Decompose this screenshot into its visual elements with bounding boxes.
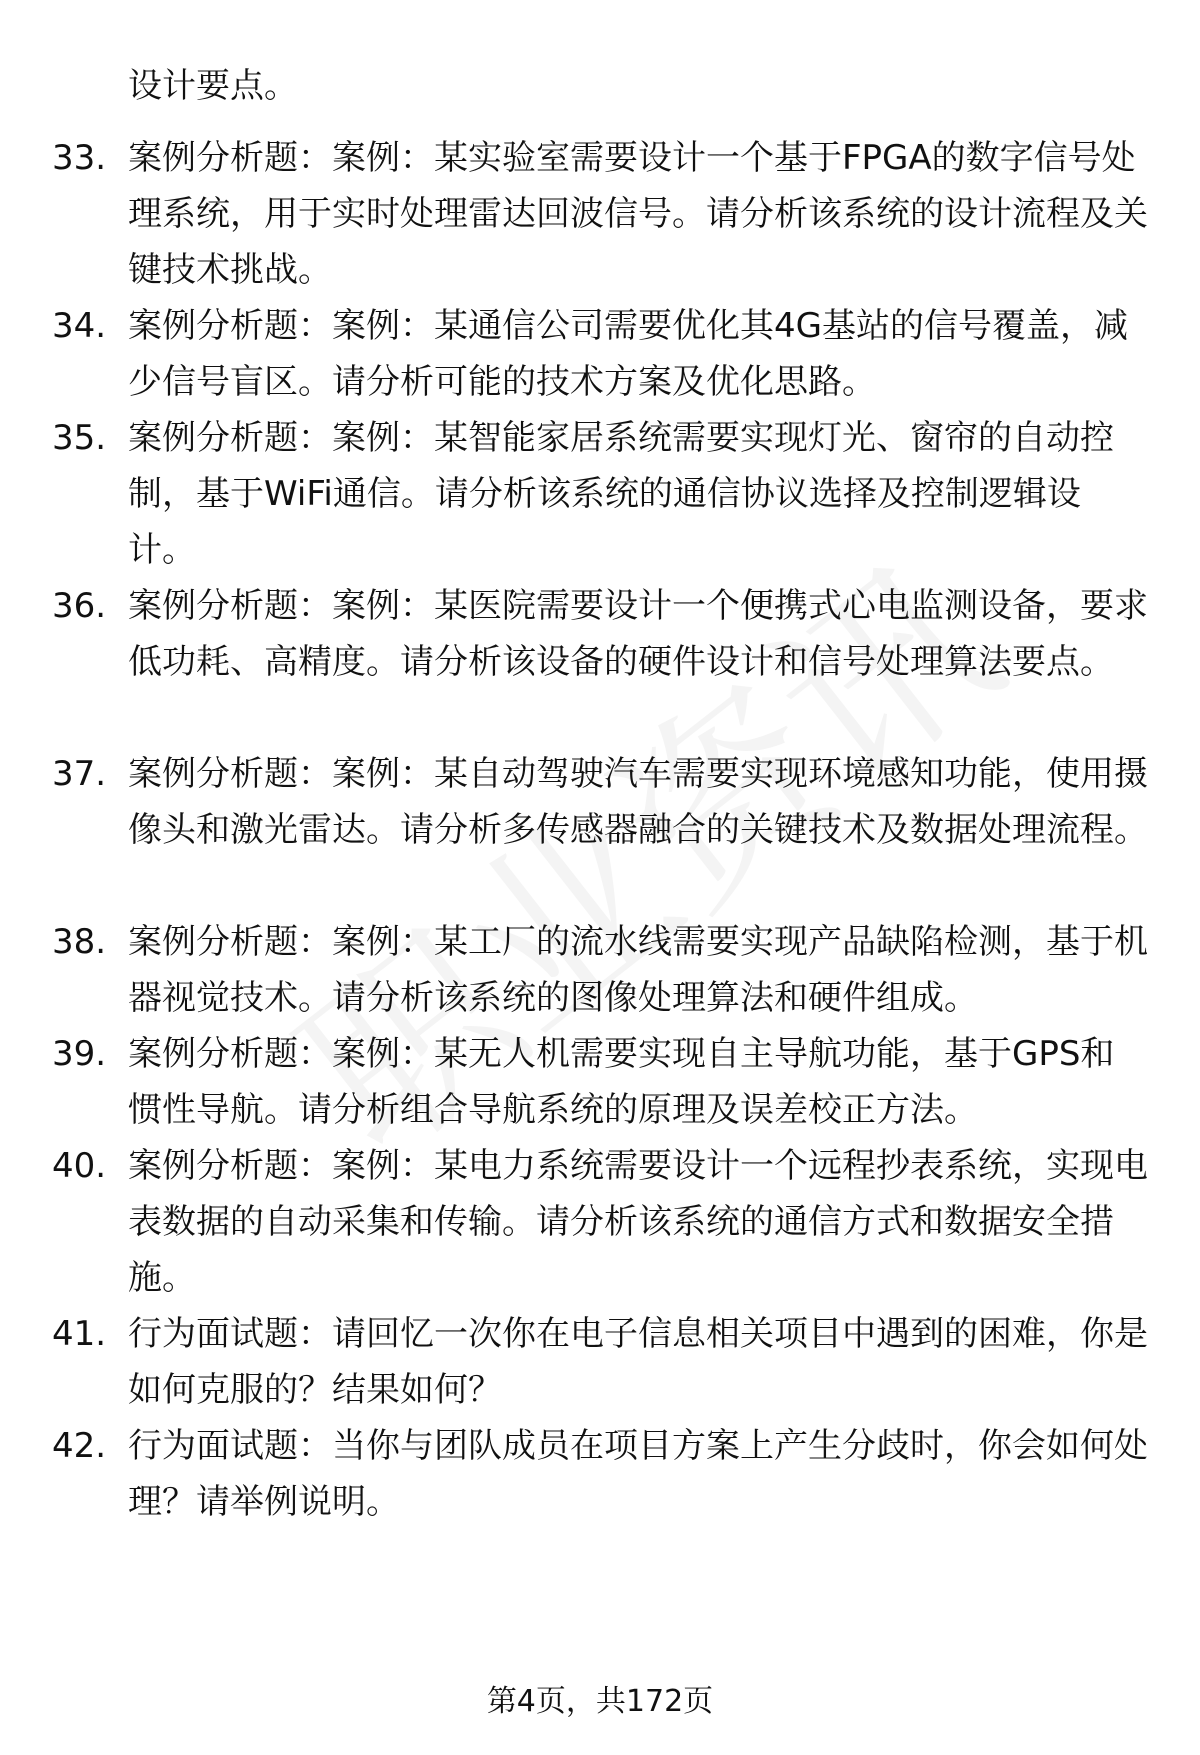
question-39 [52,1026,1162,1138]
question-text: 案例分析题：案例：某自动驾驶汽车需要实现环境感知功能，使用摄像头和激光雷达。请分析多传感器融合的关键技术及数据处理流程。 [128,754,1148,850]
question-number: 35. [52,418,107,458]
question-text: 案例分析题：案例：某无人机需要实现自主导航功能，基于GPS和惯性导航。请分析组合导航系统的原理及误差校正方法。 [128,1034,1115,1130]
question-number: 39. [52,1034,107,1074]
question-text: 案例分析题：案例：某工厂的流水线需要实现产品缺陷检测，基于机器视觉技术。请分析该系统的图像处理算法和硬件组成。 [128,922,1148,1018]
question-38 [52,914,1162,1026]
question-text: 行为面试题：当你与团队成员在项目方案上产生分歧时，你会如何处理？请举例说明。 [128,1426,1148,1522]
question-number: 38. [52,922,107,962]
question-text: 案例分析题：案例：某智能家居系统需要实现灯光、窗帘的自动控制，基于WiFi通信。请分析该系统的通信协议选择及控制逻辑设计。 [128,418,1114,570]
page-footer: 第4页，共172页 [486,1684,714,1719]
question-number: 37. [52,754,107,794]
question-37 [52,746,1162,858]
question-number: 42. [52,1426,107,1466]
question-34 [52,298,1162,410]
question-text: 行为面试题：请回忆一次你在电子信息相关项目中遇到的困难，你是如何克服的？结果如何？ [128,1314,1148,1410]
question-number: 34. [52,306,107,346]
question-number: 41. [52,1314,107,1354]
question-number: 33. [52,138,107,178]
question-40 [52,1138,1162,1306]
question-text: 案例分析题：案例：某通信公司需要优化其4G基站的信号覆盖，减少信号盲区。请分析可能的技术方案及优化思路。 [128,306,1128,402]
question-41 [52,1306,1162,1418]
question-number: 36. [52,586,107,626]
question-36 [52,578,1162,690]
question-text: 案例分析题：案例：某电力系统需要设计一个远程抄表系统，实现电表数据的自动采集和传输。请分析该系统的通信方式和数据安全措施。 [128,1146,1148,1298]
question-number: 40. [52,1146,107,1186]
question-42 [52,1418,1162,1530]
question-33 [52,130,1162,298]
question-35 [52,410,1162,578]
question-text: 案例分析题：案例：某实验室需要设计一个基于FPGA的数字信号处理系统，用于实时处理雷达回波信号。请分析该系统的设计流程及关键技术挑战。 [128,138,1148,290]
question-text: 案例分析题：案例：某医院需要设计一个便携式心电监测设备，要求低功耗、高精度。请分析该设备的硬件设计和信号处理算法要点。 [128,586,1148,682]
carryover-text: 设计要点。 [128,66,298,106]
